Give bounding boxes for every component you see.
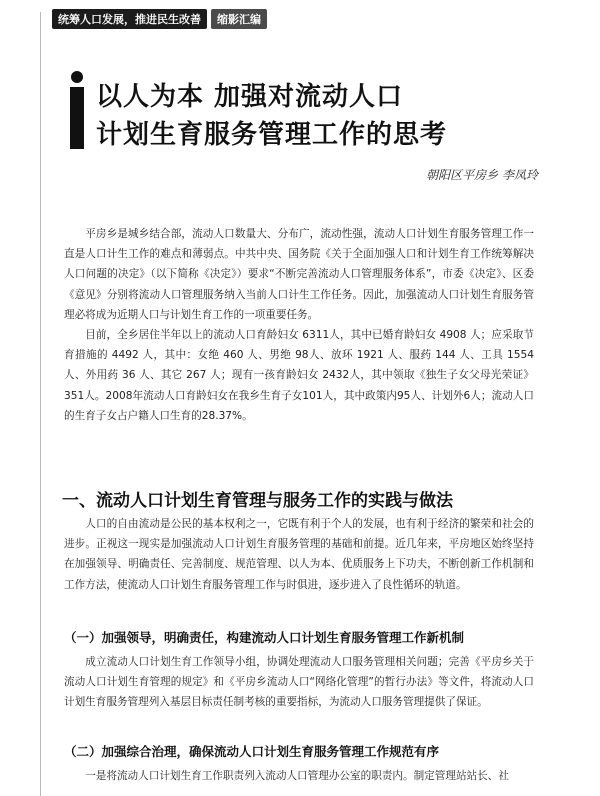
header-tag-main: 统筹人口发展，推进民生改善 [52, 9, 207, 29]
page-left-rule [40, 12, 41, 796]
intro-text [64, 224, 534, 426]
intro-paragraph-2: 目前，全乡居住半年以上的流动人口育龄妇女 6311人，其中已婚育龄妇女 4908 人；应采取节育措施的 4492 人，其中：女绝 460 人、男绝 98人、放环 1921 人、服药 144 人、工具 1554 人、外用药 36 人、其它 267 人；现有一孩育龄妇女 2432人，其中领取《独生子女父母光荣证》351人。2008年流动人口育龄妇女在我乡生育子女101人，其中政策内95人、计划外6人；流动人口的生育子女占户籍人口生育的28.37%。 [64, 329, 534, 422]
section-1-heading: 一、流动人口计划生育管理与服务工作的实践与做法 [62, 491, 453, 511]
author-byline: 朝阳区平房乡 李凤玲 [426, 168, 538, 182]
subsection-2-text [64, 766, 534, 786]
article-title-line-1: 以人为本 加强对流动人口 [96, 82, 404, 112]
section-1-paragraph: 人口的自由流动是公民的基本权利之一，它既有利于个人的发展，也有利于经济的繁荣和社会的进步。正视这一现实是加强流动人口计划生育服务管理的基础和前提。近几年来，平房地区始终坚持在加强领导、明确责任、完善制度、规范管理、以人为本、优质服务上下功夫，不断创新工作机制和工作方法，使流动人口计划生育服务管理工作与时俱进，逐步进入了良性循环的轨道。 [64, 518, 534, 591]
subsection-2-heading: （二）加强综合治理，确保流动人口计划生育服务管理工作规范有序 [64, 744, 440, 759]
subsection-1-heading: （一）加强领导，明确责任，构建流动人口计划生育服务管理工作新机制 [64, 630, 465, 645]
info-i-mark-icon [66, 70, 88, 152]
section-1-text [64, 514, 534, 595]
article-title-block [66, 70, 586, 152]
subsection-1-paragraph: 成立流动人口计划生育工作领导小组，协调处理流动人口服务管理相关问题；完善《平房乡关于流动人口计划生育管理的规定》和《平房乡流动人口“网络化管理”的暂行办法》等文件，将流动人口计划生育服务管理列入基层目标责任制考核的重要指标，为流动人口服务管理提供了保证。 [64, 656, 534, 709]
subsection-1-text [64, 652, 534, 713]
intro-paragraph-1: 平房乡是城乡结合部，流动人口数量大、分布广，流动性强，流动人口计划生育服务管理工作一直是人口计生工作的难点和薄弱点。中共中央、国务院《关于全面加强人口和计划生育工作统筹解决人口问题的决定》（以下简称《决定》）要求“不断完善流动人口管理服务体系”，市委《决定》、区委《意见》分别将流动人口管理服务纳入当前人口计生工作任务。因此，加强流动人口计划生育服务管理必将成为近期人口与计划生育工作的一项重要任务。 [64, 228, 534, 321]
article-title-line-2: 计划生育服务管理工作的思考 [96, 120, 448, 150]
header-tag-sub: 缩影汇编 [211, 9, 267, 29]
running-header [52, 10, 267, 28]
subsection-2-paragraph: 一是将流动人口计划生育工作职责列入流动人口管理办公室的职责内。制定管理站站长、社 [85, 770, 509, 782]
